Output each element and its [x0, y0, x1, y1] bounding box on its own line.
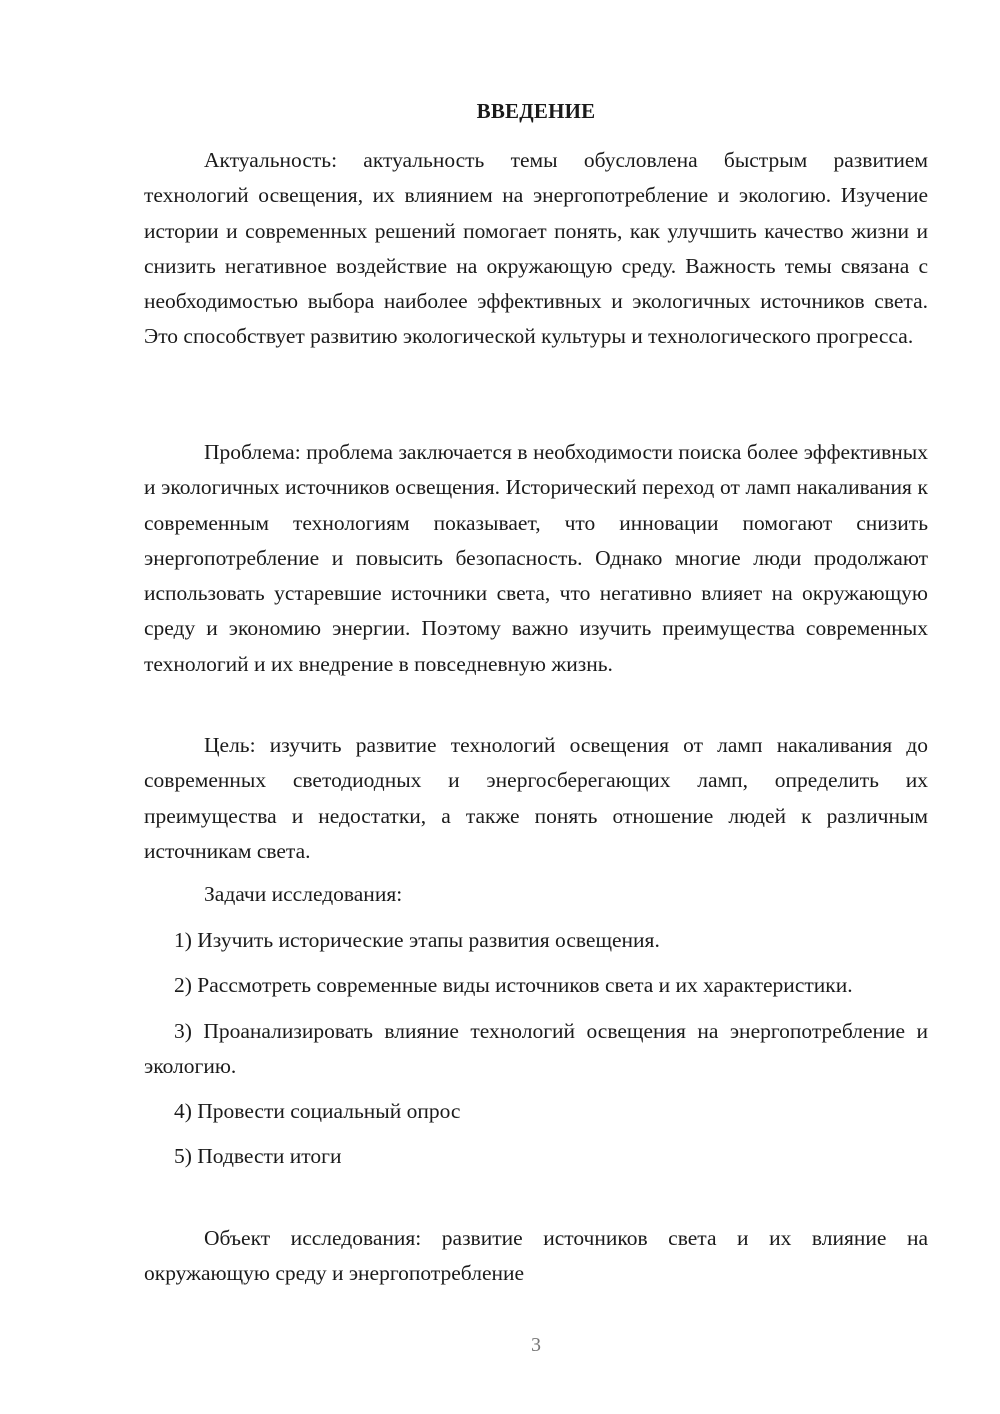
tasks-heading: Задачи исследования:: [204, 882, 403, 906]
list-item: 2) Рассмотреть современные виды источников света и их характеристики.: [174, 973, 853, 998]
task-list: [144, 923, 928, 1175]
list-item: 1) Изучить исторические этапы развития освещения.: [174, 928, 660, 952]
relevance-section: [144, 143, 928, 355]
object-section: [144, 1221, 928, 1292]
list-item: 3) Проанализировать влияние технологий освещения на энергопотребление и экологию.: [144, 1018, 928, 1078]
object-paragraph: Объект исследования: развитие источников света и их влияние на окружающую среду и энергопотребление: [144, 1226, 928, 1286]
list-item: 5) Подвести итоги: [174, 1144, 342, 1169]
page-title: ВВЕДЕНИЕ: [476, 99, 596, 123]
tasks-section: [144, 877, 928, 912]
relevance-paragraph: Актуальность: актуальность темы обусловлена быстрым развитием технологий освещения, их влиянием на энергопотребление и экологию. Изучение истории и современных решений помогает понять, как улучшить качество жизни и снизить негативное воздействие на окружающую среду. Важность темы связана с необходимостью выбора наиболее эффективных и экологичных источников света. Это способствует развитию экологической культуры и технологического прогресса.: [144, 148, 928, 349]
page-number: 3: [531, 1334, 541, 1356]
list-item: 4) Провести социальный опрос: [174, 1099, 461, 1124]
goal-section: [144, 728, 928, 869]
problem-paragraph: Проблема: проблема заключается в необходимости поиска более эффективных и экологичных источников освещения. Исторический переход от ламп накаливания к современным технологиям показывает, что инновации помогают снизить энергопотребление и повысить безопасность. Однако многие люди продолжают использовать устаревшие источники света, что негативно влияет на окружающую среду и экономию энергии. Поэтому важно изучить преимущества современных технологий и их внедрение в повседневную жизнь.: [144, 440, 928, 676]
goal-paragraph: Цель: изучить развитие технологий освещения от ламп накаливания до современных светодиодных и энергосберегающих ламп, определить их преимущества и недостатки, а также понять отношение людей к различным источникам света.: [144, 733, 928, 863]
problem-section: [144, 435, 928, 682]
